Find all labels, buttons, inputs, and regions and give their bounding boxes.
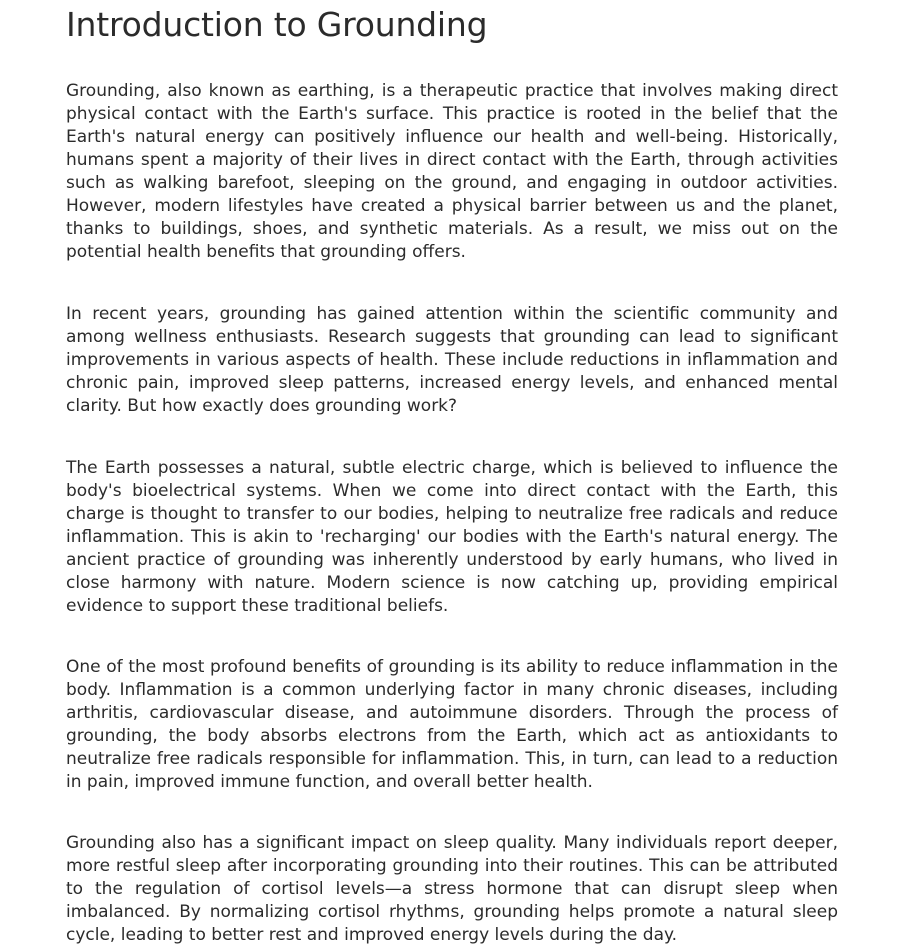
paragraph-electric-charge: The Earth possesses a natural, subtle electric charge, which is believed to influence the body's bioelectrical systems. When we come into direct contact with the Earth, this charge is thought to transfer to our bodies, helping to neutralize free radicals and reduce inflammation. This is akin to 'recharging' our bodies with the Earth's natural energy. The ancient practice of grounding was inherently understood by early humans, who lived in close harmony with nature. Modern science is now catching up, providing empirical evidence to support these traditional beliefs. xyxy=(66,458,838,616)
paragraph-intro: Grounding, also known as earthing, is a therapeutic practice that involves making direct physical contact with the Earth's surface. This practice is rooted in the belief that the Earth's natural energy can positively influence our health and well-being. Historically, humans spent a majority of their lives in direct contact with the Earth, through activities such as walking barefoot, sleeping on the ground, and engaging in outdoor activities. However, modern lifestyles have created a physical barrier between us and the planet, thanks to buildings, shoes, and synthetic materials. As a result, we miss out on the potential health benefits that grounding offers. xyxy=(66,81,838,262)
page-title: Introduction to Grounding xyxy=(66,5,488,44)
paragraph-recent-years: In recent years, grounding has gained attention within the scientific community and among wellness enthusiasts. Research suggests that grounding can lead to significant improvements in various aspects of health. These include reductions in inflammation and chronic pain, improved sleep patterns, increased energy levels, and enhanced mental clarity. But how exactly does grounding work? xyxy=(66,304,838,416)
paragraph-sleep-quality: Grounding also has a significant impact on sleep quality. Many individuals report deeper, more restful sleep after incorporating grounding into their routines. This can be attributed to the regulation of cortisol levels—a stress hormone that can disrupt sleep when imbalanced. By normalizing cortisol rhythms, grounding helps promote a natural sleep cycle, leading to better rest and improved energy levels during the day. xyxy=(66,833,838,945)
document-page xyxy=(66,0,838,947)
paragraph-inflammation: One of the most profound benefits of grounding is its ability to reduce inflammation in the body. Inflammation is a common underlying factor in many chronic diseases, including arthritis, cardiovascular disease, and autoimmune disorders. Through the process of grounding, the body absorbs electrons from the Earth, which act as antioxidants to neutralize free radicals responsible for inflammation. This, in turn, can lead to a reduction in pain, improved immune function, and overall better health. xyxy=(66,657,838,792)
